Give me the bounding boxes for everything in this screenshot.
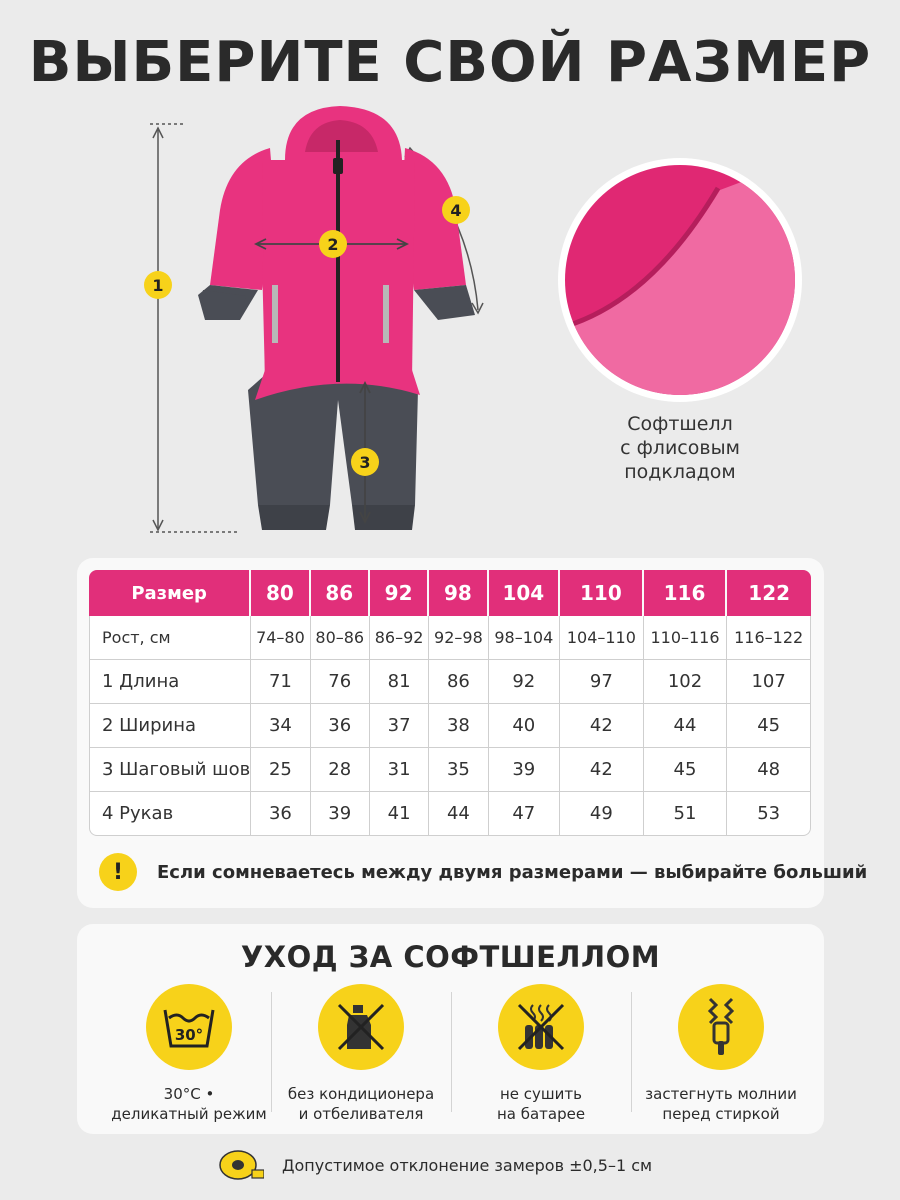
table-cell: 110–116	[644, 616, 728, 660]
page-title: ВЫБЕРИТЕ СВОЙ РАЗМЕР	[28, 30, 872, 95]
table-cell: 39	[489, 748, 560, 792]
tolerance-text: Допустимое отклонение замеров ±0,5–1 см	[282, 1155, 653, 1175]
size-column-header: 104	[489, 570, 560, 616]
care-caption-line: деликатный режим	[111, 1105, 267, 1123]
table-cell: 41	[370, 792, 429, 836]
size-header-row	[89, 570, 811, 616]
care-caption-line: без кондиционера	[287, 1085, 435, 1103]
size-table	[89, 570, 811, 836]
table-cell: 98–104	[489, 616, 560, 660]
row-label: 4 Рукав	[89, 792, 251, 836]
size-column-header: 92	[370, 570, 429, 616]
table-cell: 104–110	[560, 616, 644, 660]
table-cell: 42	[560, 704, 644, 748]
legs	[248, 375, 418, 505]
wash-temp-label: 30°	[174, 1026, 204, 1044]
no-radiator-dry-icon	[498, 984, 584, 1070]
table-row	[89, 660, 811, 704]
care-item-wash	[99, 984, 279, 1124]
care-caption	[451, 1084, 631, 1124]
svg-text:2: 2	[327, 235, 339, 254]
care-caption	[631, 1084, 811, 1124]
table-cell: 53	[727, 792, 811, 836]
table-row	[89, 792, 811, 836]
row-label: Рост, см	[89, 616, 251, 660]
care-title: УХОД ЗА СОФТШЕЛЛОМ	[240, 940, 661, 974]
care-caption-line: на батарее	[496, 1105, 586, 1123]
exclamation-icon: !	[99, 853, 137, 891]
marker-3	[351, 448, 379, 476]
table-cell: 28	[311, 748, 370, 792]
size-column-header: 98	[429, 570, 488, 616]
care-item-no-bleach	[271, 984, 451, 1124]
table-cell: 37	[370, 704, 429, 748]
care-caption	[99, 1084, 279, 1124]
row-label: 3 Шаговый шов	[89, 748, 251, 792]
no-bleach-icon	[318, 984, 404, 1070]
table-cell: 86	[429, 660, 488, 704]
table-cell: 97	[560, 660, 644, 704]
table-cell: 81	[370, 660, 429, 704]
table-cell: 34	[251, 704, 310, 748]
care-caption-line: не сушить	[500, 1085, 582, 1103]
fabric-caption-line: с флисовым	[620, 437, 740, 459]
row-label: 2 Ширина	[89, 704, 251, 748]
size-column-header: 110	[560, 570, 644, 616]
svg-text:3: 3	[359, 453, 371, 472]
table-cell: 25	[251, 748, 310, 792]
table-cell: 71	[251, 660, 310, 704]
table-cell: 92–98	[429, 616, 488, 660]
fabric-caption-line: Софтшелл	[627, 413, 733, 435]
table-cell: 49	[560, 792, 644, 836]
care-card	[77, 924, 824, 1134]
fabric-swatch	[558, 158, 802, 402]
zipper-icon	[678, 984, 764, 1070]
size-column-header: 80	[251, 570, 310, 616]
table-row	[89, 748, 811, 792]
marker-2	[319, 230, 347, 258]
wash-30-icon	[146, 984, 232, 1070]
care-item-no-radiator	[451, 984, 631, 1124]
fabric-caption-line: подкладом	[624, 461, 736, 483]
table-cell: 86–92	[370, 616, 429, 660]
table-cell: 80–86	[311, 616, 370, 660]
table-cell: 74–80	[251, 616, 310, 660]
table-cell: 38	[429, 704, 488, 748]
tolerance-note	[218, 1148, 652, 1182]
size-column-header: 86	[311, 570, 370, 616]
care-item-zipper	[631, 984, 811, 1124]
table-cell: 92	[489, 660, 560, 704]
svg-text:4: 4	[450, 201, 462, 220]
table-cell: 36	[311, 704, 370, 748]
table-cell: 40	[489, 704, 560, 748]
length-measure-line	[150, 124, 240, 532]
size-chart-card	[77, 558, 868, 908]
table-cell: 44	[644, 704, 728, 748]
table-cell: 45	[727, 704, 811, 748]
measuring-tape-icon	[218, 1148, 264, 1182]
table-cell: 47	[489, 792, 560, 836]
fabric-caption	[560, 412, 800, 484]
size-column-header: 116	[644, 570, 728, 616]
advice-text: Если сомневаетесь между двумя размерами — выбирайте больший	[157, 861, 868, 883]
care-caption-line: и отбеливателя	[298, 1105, 424, 1123]
care-caption-line: перед стиркой	[662, 1105, 780, 1123]
size-header-label: Размер	[89, 570, 251, 616]
table-cell: 116–122	[727, 616, 811, 660]
table-cell: 51	[644, 792, 728, 836]
table-cell: 42	[560, 748, 644, 792]
table-cell: 44	[429, 792, 488, 836]
table-cell: 48	[727, 748, 811, 792]
table-row	[89, 616, 811, 660]
table-cell: 36	[251, 792, 310, 836]
size-column-header: 122	[727, 570, 811, 616]
table-cell: 35	[429, 748, 488, 792]
care-caption	[271, 1084, 451, 1124]
table-cell: 39	[311, 792, 370, 836]
table-cell: 45	[644, 748, 728, 792]
marker-1	[144, 271, 172, 299]
table-row	[89, 704, 811, 748]
size-advice	[99, 853, 867, 891]
table-cell: 31	[370, 748, 429, 792]
care-caption-line: 30°C •	[163, 1085, 215, 1103]
care-caption-line: застегнуть молнии	[645, 1085, 797, 1103]
table-cell: 107	[727, 660, 811, 704]
marker-4	[442, 196, 470, 224]
svg-text:1: 1	[152, 276, 164, 295]
row-label: 1 Длина	[89, 660, 251, 704]
table-cell: 76	[311, 660, 370, 704]
table-cell: 102	[644, 660, 728, 704]
